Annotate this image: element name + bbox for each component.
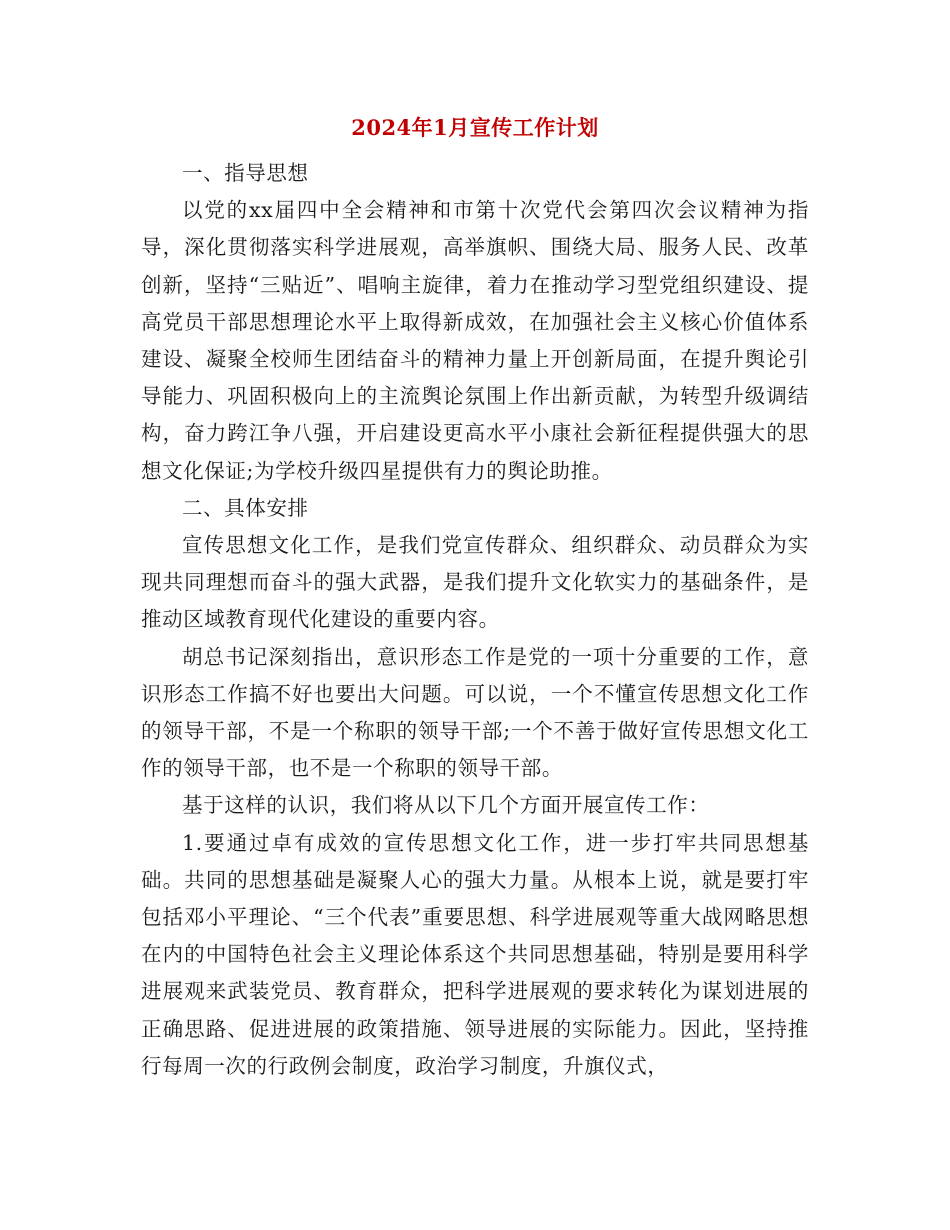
section-heading-guiding-ideology: 一、指导思想	[182, 161, 309, 185]
paragraph: 宣传思想文化工作，是我们党宣传群众、组织群众、动员群众为实现共同理想而奋斗的强大武器，是我们提升文化软实力的基础条件，是推动区域教育现代化建设的重要内容。	[141, 533, 809, 632]
paragraph: 胡总书记深刻指出，意识形态工作是党的一项十分重要的工作，意识形态工作搞不好也要出大问题。可以说，一个不懂宣传思想文化工作的领导干部，不是一个称职的领导干部;一个不善于做好宣传思想文化工作的领导干部，也不是一个称职的领导干部。	[141, 644, 809, 781]
paragraph: 1.要通过卓有成效的宣传思想文化工作，进一步打牢共同思想基础。共同的思想基础是凝聚人心的强大力量。从根本上说，就是要打牢包括邓小平理论、“三个代表”重要思想、科学进展观等重大战网略思想在内的中国特色社会主义理论体系这个共同思想基础，特别是要用科学进展观来武装党员、教育群众，把科学进展观的要求转化为谋划进展的正确思路、促进进展的政策措施、领导进展的实际能力。因此，坚持推行每周一次的行政例会制度，政治学习制度，升旗仪式，	[141, 830, 809, 1078]
document-title: 2024年1月宣传工作计划	[351, 115, 599, 140]
section-heading-specific-arrangements: 二、具体安排	[182, 495, 309, 520]
document-body	[141, 155, 809, 1085]
paragraph: 以党的xx届四中全会精神和市第十次党代会第四次会议精神为指导，深化贯彻落实科学进展观，高举旗帜、围绕大局、服务人民、改革创新，坚持“三贴近”、唱响主旋律，着力在推动学习型党组织建设、提高党员干部思想理论水平上取得新成效，在加强社会主义核心价值体系建设、凝聚全校师生团结奋斗的精神力量上开创新局面，在提升舆论引导能力、巩固积极向上的主流舆论氛围上作出新贡献，为转型升级调结构，奋力跨江争八强，开启建设更高水平小康社会新征程提供强大的思想文化保证;为学校升级四星提供有力的舆论助推。	[141, 198, 809, 483]
paragraph: 基于这样的认识，我们将从以下几个方面开展宣传工作：	[182, 793, 710, 818]
